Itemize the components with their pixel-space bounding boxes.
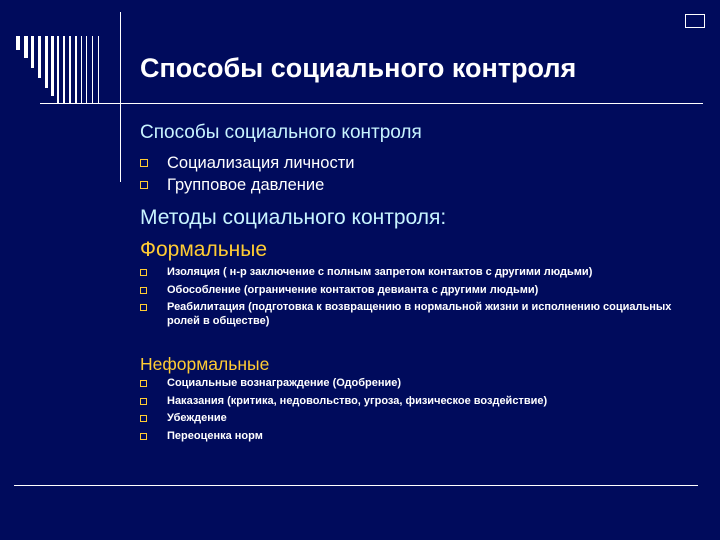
list-item-text: Реабилитация (подготовка к возвращению в нормальной жизни и исполнению социальных ролей в обществе): [167, 301, 672, 327]
square-bullet-icon: [140, 159, 148, 167]
formal-methods-list: [140, 266, 680, 328]
decorative-bar: [98, 36, 99, 104]
footer-divider: [14, 485, 698, 486]
section-heading-control-methods: Методы социального контроля:: [140, 206, 447, 229]
decorative-bar: [81, 36, 82, 104]
decorative-bar: [38, 36, 41, 78]
informal-methods-list: [140, 377, 700, 443]
list-item-text: Групповое давление: [167, 176, 325, 194]
decorative-bar: [92, 36, 93, 104]
list-item-text: Социализация личности: [167, 154, 355, 172]
list-item: [140, 430, 700, 444]
square-bullet-icon: [140, 304, 147, 311]
square-bullet-icon: [140, 380, 147, 387]
section-heading-methods-of-control: Способы социального контроля: [140, 122, 422, 143]
decorative-bar: [69, 36, 71, 104]
decorative-bar: [75, 36, 77, 104]
decorative-bar: [45, 36, 48, 88]
list-item-text: Изоляция ( н-р заключение с полным запретом контактов с другими людьми): [167, 266, 593, 278]
list-item: [140, 412, 700, 426]
list-item-text: Наказания (критика, недовольство, угроза, физическое воздействие): [167, 394, 548, 407]
square-bullet-icon: [140, 398, 147, 405]
list-item-text: Убеждение: [167, 412, 227, 424]
corner-decoration: [685, 14, 705, 28]
list-item-text: Обособление (ограничение контактов девианта с другими людьми): [167, 283, 539, 296]
title-divider: [40, 103, 703, 104]
square-bullet-icon: [140, 181, 148, 189]
decorative-bar: [63, 36, 65, 104]
list-item-text: Социальные вознаграждение (Одобрение): [167, 377, 402, 389]
vertical-divider: [120, 12, 121, 182]
list-item: [140, 301, 680, 328]
list-item: [140, 377, 700, 391]
square-bullet-icon: [140, 287, 147, 294]
decorative-bar: [57, 36, 59, 104]
slide-title: Способы социального контроля: [140, 53, 577, 83]
section-heading-formal: Формальные: [140, 238, 268, 261]
decorative-bar: [24, 36, 28, 58]
list-item: [140, 174, 354, 196]
list-item: [140, 266, 680, 280]
list-item: [140, 395, 700, 409]
list-item: [140, 284, 680, 298]
section-heading-informal: Неформальные: [140, 354, 270, 374]
decorative-bar: [31, 36, 34, 68]
decorative-bar: [86, 36, 87, 104]
list-item-text: Переоценка норм: [167, 429, 263, 442]
square-bullet-icon: [140, 269, 147, 276]
list-item: [140, 152, 354, 174]
socialization-list: [140, 152, 354, 196]
decorative-bar: [16, 36, 20, 50]
square-bullet-icon: [140, 415, 147, 422]
decorative-bar: [51, 36, 54, 96]
square-bullet-icon: [140, 433, 147, 440]
